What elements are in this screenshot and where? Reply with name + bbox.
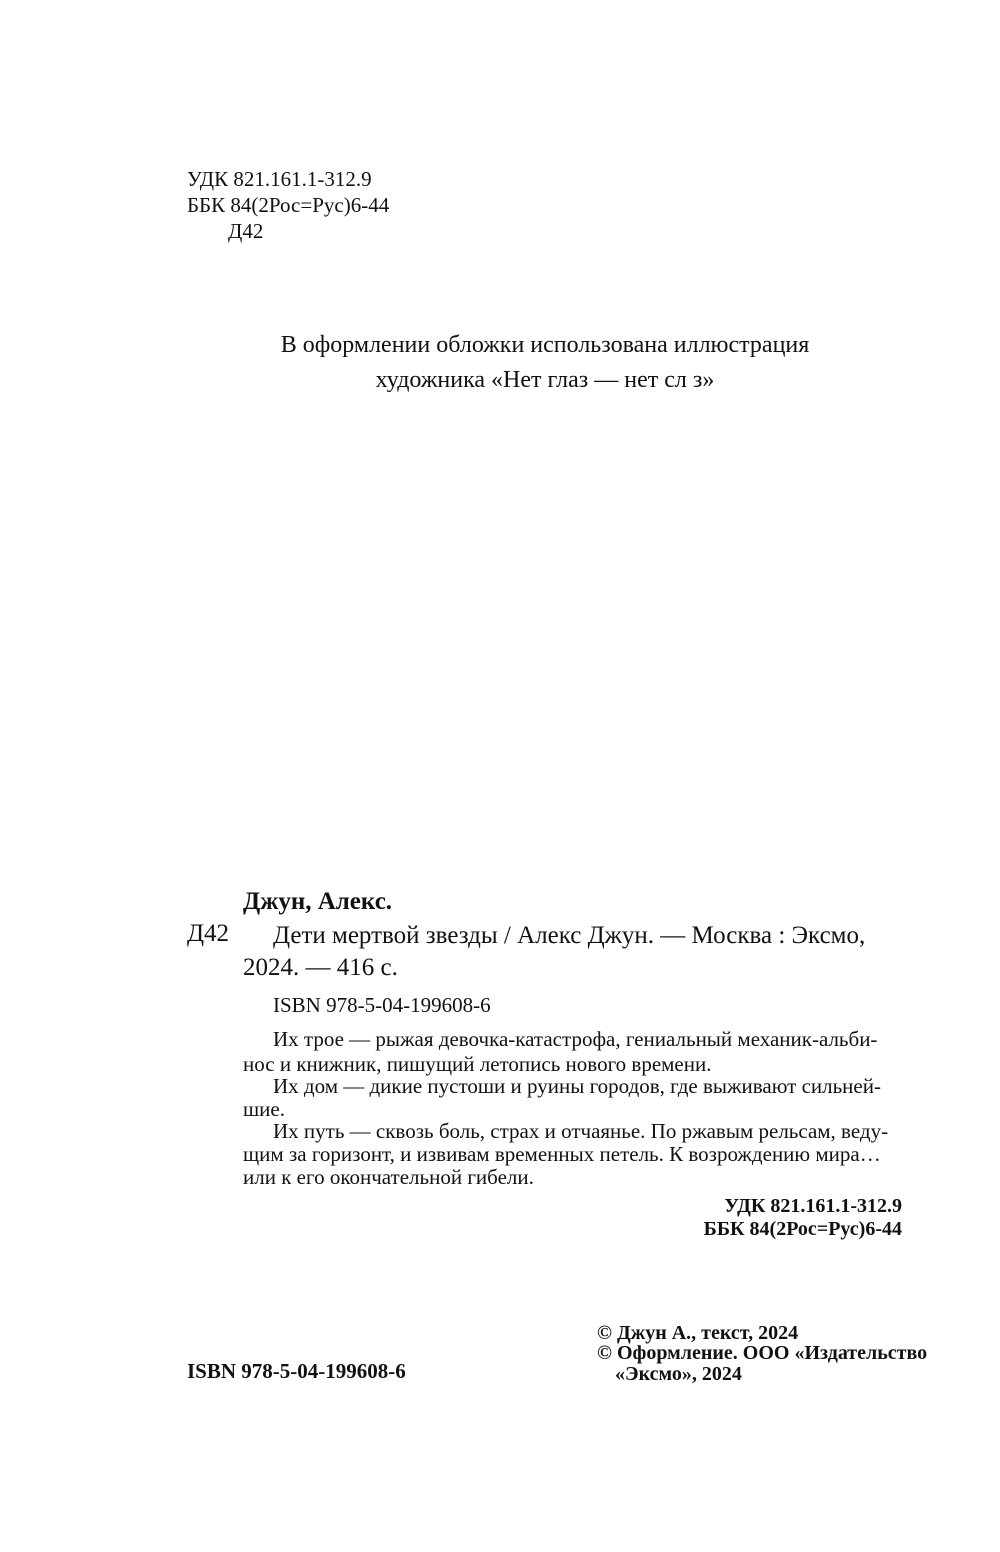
annotation-p1-line2: нос и книжник, пишущий летопись нового времени.: [243, 1052, 712, 1076]
annotation-p3-line3: или к его окончательной гибели.: [243, 1165, 534, 1189]
udk-code-top: УДК 821.161.1-312.9: [187, 167, 372, 191]
author-sign: Д42: [187, 920, 230, 947]
cover-note-line2: художника «Нет глаз — нет сл з»: [375, 367, 715, 393]
udk-code-bottom: УДК 821.161.1-312.9: [724, 1195, 902, 1217]
title-line2: 2024. — 416 с.: [243, 954, 398, 981]
annotation-p1-line1: Их трое — рыжая девочка-катастрофа, гениальный механик-альби-: [273, 1027, 878, 1051]
bbk-code-bottom: ББК 84(2Рос=Рус)6-44: [703, 1218, 902, 1240]
annotation-p2-line1: Их дом — дикие пустоши и руины городов, где выживают сильней-: [273, 1074, 881, 1098]
isbn-record: ISBN 978-5-04-199608-6: [273, 993, 491, 1017]
annotation-p3-line1: Их путь — сквозь боль, страх и отчаянье. По ржавым рельсам, веду-: [273, 1119, 889, 1143]
copyright-text: © Джун А., текст, 2024: [597, 1322, 799, 1344]
isbn-footer: ISBN 978-5-04-199608-6: [187, 1359, 406, 1383]
annotation-p3-line2: щим за горизонт, и извивам временных петель. К возрождению мира…: [243, 1142, 881, 1166]
author-sign-top: Д42: [228, 219, 264, 243]
annotation-p2-line2: шие.: [243, 1097, 285, 1121]
copyright-design-line2: «Эксмо», 2024: [615, 1363, 742, 1385]
title-line1: Дети мертвой звезды / Алекс Джун. — Москва : Эксмо,: [273, 922, 866, 949]
author-heading: Джун, Алекс.: [243, 888, 393, 915]
bbk-code-top: ББК 84(2Рос=Рус)6-44: [187, 193, 390, 217]
cover-note-line1: В оформлении обложки использована иллюстрация: [280, 332, 810, 358]
copyright-design-line1: © Оформление. ООО «Издательство: [597, 1342, 928, 1364]
